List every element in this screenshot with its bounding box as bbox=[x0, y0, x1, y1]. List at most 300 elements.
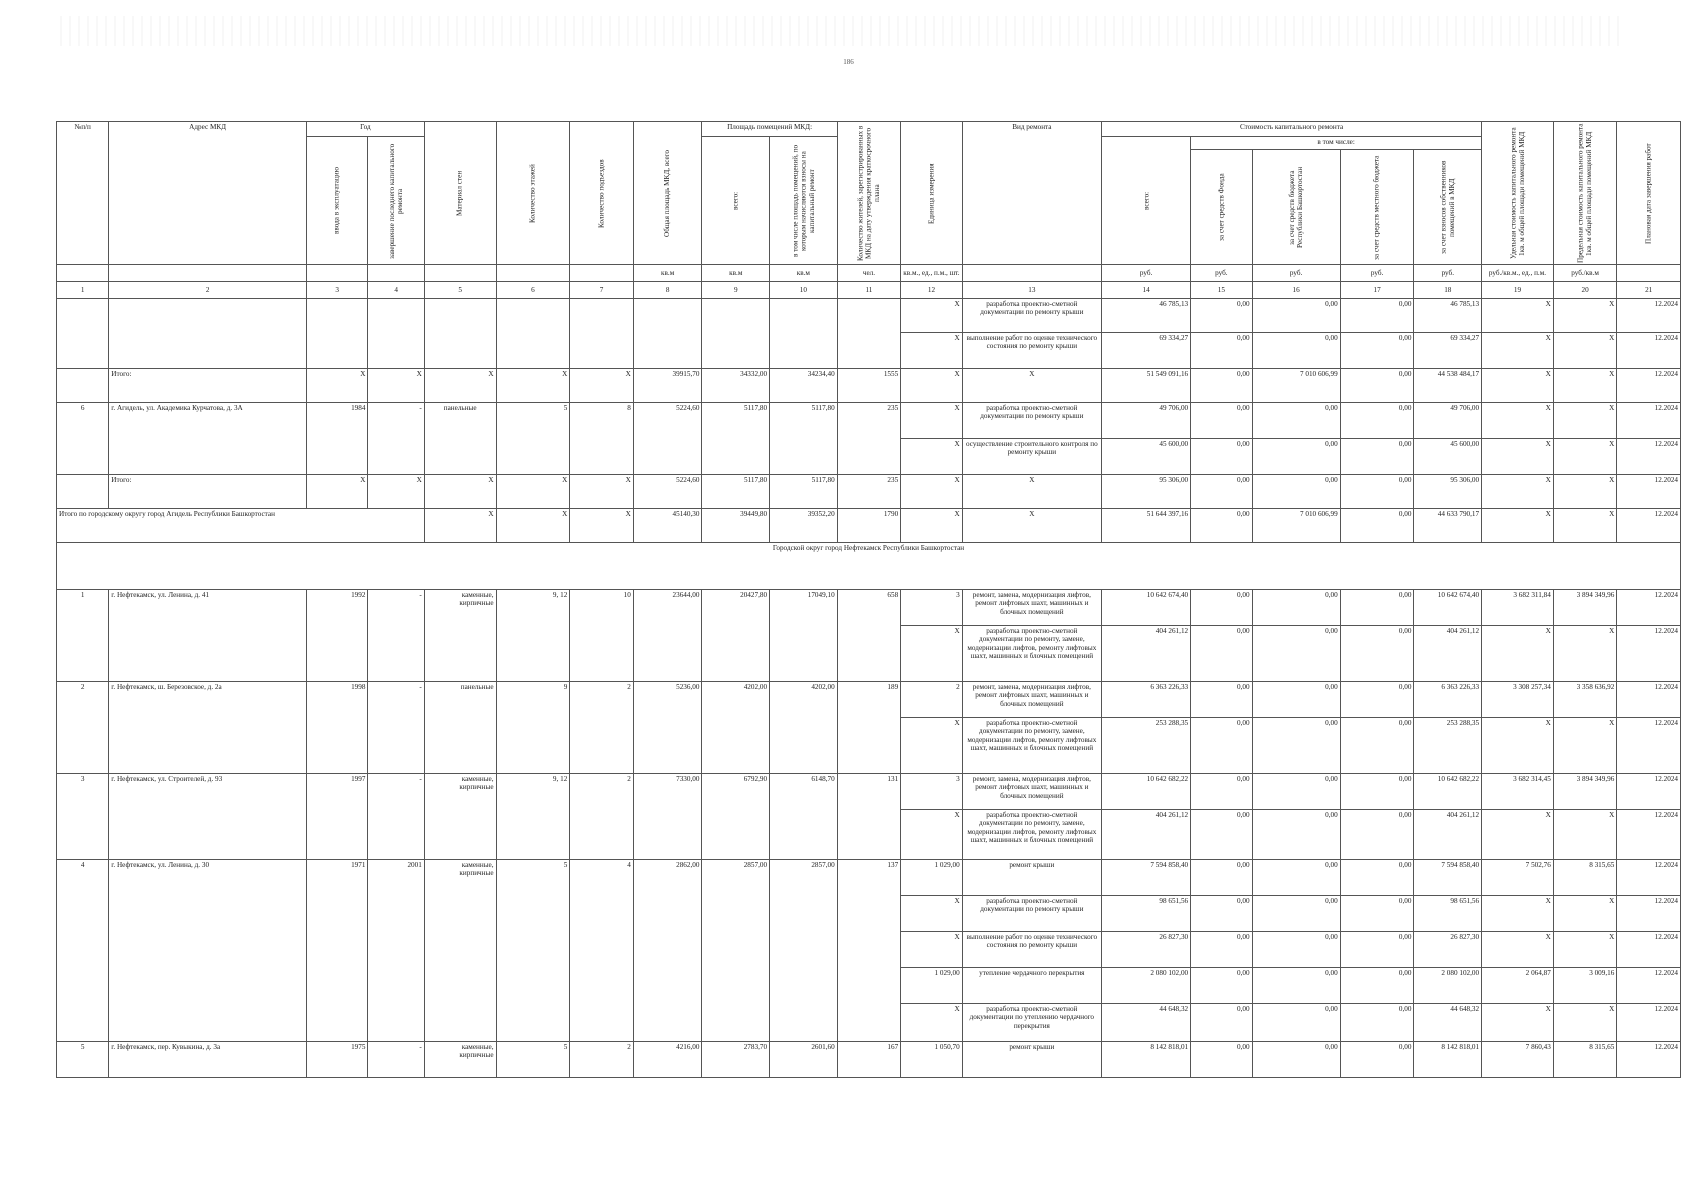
cell-x: X bbox=[962, 509, 1101, 543]
cell-limit: X bbox=[1553, 439, 1617, 475]
cell-owners: 45 600,00 bbox=[1414, 439, 1482, 475]
cell-unit-cost: X bbox=[1482, 333, 1554, 369]
cell-rb: 7 010 606,99 bbox=[1252, 509, 1340, 543]
cell-unit: X bbox=[901, 299, 962, 333]
col-number: 15 bbox=[1191, 282, 1252, 299]
cell-po: 34234,40 bbox=[770, 369, 838, 403]
cell-x: X bbox=[368, 369, 424, 403]
cell-date: 12.2024 bbox=[1617, 403, 1681, 439]
cell-rb: 0,00 bbox=[1252, 403, 1340, 439]
col-plan-date-header: Плановая дата завершения работ bbox=[1617, 122, 1681, 265]
cell-local: 0,00 bbox=[1340, 509, 1414, 543]
cell-year: 1998 bbox=[306, 682, 367, 774]
subtotal-row bbox=[57, 475, 1681, 509]
cell-rb: 0,00 bbox=[1252, 1004, 1340, 1042]
table-row bbox=[57, 774, 1681, 810]
cell-x: X bbox=[962, 369, 1101, 403]
cell-entrances: 10 bbox=[570, 590, 634, 682]
cell-unit: X bbox=[901, 439, 962, 475]
cell-local: 0,00 bbox=[1340, 774, 1414, 810]
col-year-header: Год bbox=[306, 122, 424, 137]
col-number: 14 bbox=[1102, 282, 1191, 299]
cell-po: 2857,00 bbox=[770, 860, 838, 1042]
cell-area: 5224,60 bbox=[633, 475, 702, 509]
col-cost-header: Стоимость капитального ремонта bbox=[1102, 122, 1482, 137]
col-cost-incl-header: в том числе: bbox=[1191, 137, 1482, 150]
cell-unit-cost: X bbox=[1482, 439, 1554, 475]
cell-limit: X bbox=[1553, 896, 1617, 932]
cell-material: каменные, кирпичные bbox=[424, 774, 496, 860]
cell-total: 6 363 226,33 bbox=[1102, 682, 1191, 718]
cell-work: выполнение работ по оценке технического состояния по ремонту крыши bbox=[962, 333, 1101, 369]
cell-pa: 39449,80 bbox=[702, 509, 770, 543]
cell-limit: X bbox=[1553, 932, 1617, 968]
cell-res: 1555 bbox=[837, 369, 901, 403]
cell-unit-cost: X bbox=[1482, 403, 1554, 439]
cell-x: X bbox=[424, 475, 496, 509]
cell-fund: 0,00 bbox=[1191, 810, 1252, 860]
cell-work: разработка проектно-сметной документации по ремонту крыши bbox=[962, 299, 1101, 333]
cell-unit-cost: 3 682 314,45 bbox=[1482, 774, 1554, 810]
table-row bbox=[57, 299, 1681, 333]
unit-cell: руб./кв.м., ед., п.м. bbox=[1482, 265, 1554, 282]
cell-floors: 9, 12 bbox=[496, 590, 570, 682]
cell-no: 5 bbox=[57, 1042, 109, 1078]
cell-rb: 0,00 bbox=[1252, 718, 1340, 774]
cell-owners: 46 785,13 bbox=[1414, 299, 1482, 333]
cell-local: 0,00 bbox=[1340, 896, 1414, 932]
cell-district-label: Итого по городскому округу город Агидель Республики Башкортостан bbox=[57, 509, 425, 543]
cell-area: 2862,00 bbox=[633, 860, 702, 1042]
cell-total: 44 648,32 bbox=[1102, 1004, 1191, 1042]
cell-rb: 0,00 bbox=[1252, 860, 1340, 896]
cell-floors: 5 bbox=[496, 1042, 570, 1078]
cell-unit-cost: 7 860,43 bbox=[1482, 1042, 1554, 1078]
col-premises-total-header: всего: bbox=[702, 137, 770, 265]
cell-owners: 7 594 858,40 bbox=[1414, 860, 1482, 896]
column-number-row bbox=[57, 282, 1681, 299]
cell-local: 0,00 bbox=[1340, 403, 1414, 439]
cell-pa: 34332,00 bbox=[702, 369, 770, 403]
cell-total: 51 644 397,16 bbox=[1102, 509, 1191, 543]
cell-po: 5117,80 bbox=[770, 475, 838, 509]
cell-x: X bbox=[962, 475, 1101, 509]
scan-noise bbox=[60, 16, 1620, 46]
cell-unit-cost: 7 502,76 bbox=[1482, 860, 1554, 896]
cell-owners: 2 080 102,00 bbox=[1414, 968, 1482, 1004]
cell-res: 658 bbox=[837, 590, 901, 682]
cell-year: 1992 bbox=[306, 590, 367, 682]
cell-local: 0,00 bbox=[1340, 810, 1414, 860]
cell-fund: 0,00 bbox=[1191, 860, 1252, 896]
col-number: 1 bbox=[57, 282, 109, 299]
unit-cell: кв.м., ед., п.м., шт. bbox=[901, 265, 962, 282]
cell-unit: 1 029,00 bbox=[901, 968, 962, 1004]
col-number: 21 bbox=[1617, 282, 1681, 299]
cell-local: 0,00 bbox=[1340, 333, 1414, 369]
cell-limit: X bbox=[1553, 1004, 1617, 1042]
cell-res: 137 bbox=[837, 860, 901, 1042]
cell-rb: 0,00 bbox=[1252, 682, 1340, 718]
cell-area: 4216,00 bbox=[633, 1042, 702, 1078]
col-total-area-header: Общая площадь МКД, всего bbox=[633, 122, 702, 265]
cell-x: X bbox=[368, 475, 424, 509]
cell-x: X bbox=[306, 475, 367, 509]
cell-fund: 0,00 bbox=[1191, 932, 1252, 968]
cell-date: 12.2024 bbox=[1617, 369, 1681, 403]
col-number: 19 bbox=[1482, 282, 1554, 299]
cell-limit: 3 009,16 bbox=[1553, 968, 1617, 1004]
unit-cell: кв.м bbox=[702, 265, 770, 282]
cell-date: 12.2024 bbox=[1617, 682, 1681, 718]
cell-unit-cost: X bbox=[1482, 718, 1554, 774]
cell-work: ремонт, замена, модернизация лифтов, ремонт лифтовых шахт, машинных и блочных помещений bbox=[962, 682, 1101, 718]
cell-x: X bbox=[1482, 369, 1554, 403]
cell-work: выполнение работ по оценке технического состояния по ремонту крыши bbox=[962, 932, 1101, 968]
cell-date: 12.2024 bbox=[1617, 896, 1681, 932]
cell-limit: X bbox=[1553, 626, 1617, 682]
cell-date: 12.2024 bbox=[1617, 774, 1681, 810]
cell-rb: 0,00 bbox=[1252, 932, 1340, 968]
cell-address: г. Нефтекамск, ул. Ленина, д. 30 bbox=[109, 860, 307, 1042]
table-row bbox=[57, 403, 1681, 439]
cell-material: каменные, кирпичные bbox=[424, 1042, 496, 1078]
section-title: Городской округ город Нефтекамск Республики Башкортостан bbox=[57, 543, 1681, 590]
cell-unit-cost: X bbox=[1482, 810, 1554, 860]
cell-work: утепление чердачного перекрытия bbox=[962, 968, 1101, 1004]
cell-material: панельные bbox=[424, 682, 496, 774]
cell-fund: 0,00 bbox=[1191, 590, 1252, 626]
cell-rb: 0,00 bbox=[1252, 774, 1340, 810]
cell-x: X bbox=[496, 369, 570, 403]
cell-local: 0,00 bbox=[1340, 682, 1414, 718]
cell-work: разработка проектно-сметной документации по ремонту крыши bbox=[962, 896, 1101, 932]
cell-limit: X bbox=[1553, 810, 1617, 860]
cell-date: 12.2024 bbox=[1617, 626, 1681, 682]
cell-area: 7330,00 bbox=[633, 774, 702, 860]
cell-fund: 0,00 bbox=[1191, 682, 1252, 718]
cell-rb: 0,00 bbox=[1252, 968, 1340, 1004]
cell-date: 12.2024 bbox=[1617, 1042, 1681, 1078]
cell-label: Итого: bbox=[109, 475, 307, 509]
cell-floors: 5 bbox=[496, 403, 570, 475]
cell-date: 12.2024 bbox=[1617, 439, 1681, 475]
cell-address: г. Нефтекамск, пер. Кувыкина, д. 3а bbox=[109, 1042, 307, 1078]
cell-no: 3 bbox=[57, 774, 109, 860]
cell-rb: 0,00 bbox=[1252, 439, 1340, 475]
cell-rb: 0,00 bbox=[1252, 299, 1340, 333]
cell-limit: X bbox=[1553, 299, 1617, 333]
unit-cell: руб. bbox=[1340, 265, 1414, 282]
cell-owners: 95 306,00 bbox=[1414, 475, 1482, 509]
cell-work: осуществление строительного контроля по ремонту крыши bbox=[962, 439, 1101, 475]
cell-limit: 8 315,65 bbox=[1553, 1042, 1617, 1078]
cell-label: Итого: bbox=[109, 369, 307, 403]
cell-total: 49 706,00 bbox=[1102, 403, 1191, 439]
cell-fund: 0,00 bbox=[1191, 509, 1252, 543]
cell-owners: 253 288,35 bbox=[1414, 718, 1482, 774]
cell-fund: 0,00 bbox=[1191, 369, 1252, 403]
cell-x: X bbox=[496, 475, 570, 509]
cell-fund: 0,00 bbox=[1191, 896, 1252, 932]
cell-x: X bbox=[570, 475, 634, 509]
unit-cell: руб. bbox=[1102, 265, 1191, 282]
col-number: 17 bbox=[1340, 282, 1414, 299]
cell-pa: 5117,80 bbox=[702, 403, 770, 475]
cell-limit: 8 315,65 bbox=[1553, 860, 1617, 896]
cell-year: 1997 bbox=[306, 774, 367, 860]
cell-owners: 8 142 818,01 bbox=[1414, 1042, 1482, 1078]
cell-entrances: 2 bbox=[570, 682, 634, 774]
cell-material: каменные, кирпичные bbox=[424, 590, 496, 682]
cell-po: 17049,10 bbox=[770, 590, 838, 682]
cell-local: 0,00 bbox=[1340, 299, 1414, 333]
cell-unit: X bbox=[901, 932, 962, 968]
col-address-header: Адрес МКД bbox=[109, 122, 307, 265]
cell-owners: 10 642 682,22 bbox=[1414, 774, 1482, 810]
cell-date: 12.2024 bbox=[1617, 475, 1681, 509]
units-row bbox=[57, 265, 1681, 282]
section-row bbox=[57, 543, 1681, 590]
cell-res: 235 bbox=[837, 475, 901, 509]
cell-unit: X bbox=[901, 626, 962, 682]
cell-total: 69 334,27 bbox=[1102, 333, 1191, 369]
cell-po: 2601,60 bbox=[770, 1042, 838, 1078]
col-number: 3 bbox=[306, 282, 367, 299]
cell-x: X bbox=[901, 509, 962, 543]
cell-last: - bbox=[368, 403, 424, 475]
col-material-header: Материал стен bbox=[424, 122, 496, 265]
cell-pa: 5117,80 bbox=[702, 475, 770, 509]
cell-owners: 6 363 226,33 bbox=[1414, 682, 1482, 718]
cell-total: 2 080 102,00 bbox=[1102, 968, 1191, 1004]
register-sheet bbox=[56, 121, 1681, 1087]
cell-material: каменные, кирпичные bbox=[424, 860, 496, 1042]
cell-res: 189 bbox=[837, 682, 901, 774]
cell-x: X bbox=[424, 369, 496, 403]
col-entrances-header: Количество подъездов bbox=[570, 122, 634, 265]
cell-unit: X bbox=[901, 1004, 962, 1042]
cell-work: разработка проектно-сметной документации по ремонту, замене, модернизации лифтов, ремонту лифтовых шахт, машинных и блочных помещений bbox=[962, 626, 1101, 682]
table-row bbox=[57, 682, 1681, 718]
unit-cell: руб. bbox=[1252, 265, 1340, 282]
col-cost-fund-header: за счет средств Фонда bbox=[1191, 150, 1252, 265]
cell-rb: 0,00 bbox=[1252, 333, 1340, 369]
cell-area: 39915,70 bbox=[633, 369, 702, 403]
col-number: 4 bbox=[368, 282, 424, 299]
cell-fund: 0,00 bbox=[1191, 333, 1252, 369]
cell-rb: 7 010 606,99 bbox=[1252, 369, 1340, 403]
cell-floors: 9 bbox=[496, 682, 570, 774]
cell-area: 5224,60 bbox=[633, 403, 702, 475]
page-number: 186 bbox=[843, 58, 854, 66]
cell-local: 0,00 bbox=[1340, 968, 1414, 1004]
cell-limit: X bbox=[1553, 403, 1617, 439]
col-number: 11 bbox=[837, 282, 901, 299]
cell-x: X bbox=[1553, 369, 1617, 403]
cell-no: 2 bbox=[57, 682, 109, 774]
cell-rb: 0,00 bbox=[1252, 590, 1340, 626]
cell-date: 12.2024 bbox=[1617, 590, 1681, 626]
cell-fund: 0,00 bbox=[1191, 1004, 1252, 1042]
cell-unit: 3 bbox=[901, 590, 962, 626]
cell-limit: X bbox=[1553, 718, 1617, 774]
cell-total: 10 642 674,40 bbox=[1102, 590, 1191, 626]
cell-fund: 0,00 bbox=[1191, 299, 1252, 333]
cell-owners: 404 261,12 bbox=[1414, 626, 1482, 682]
cell-local: 0,00 bbox=[1340, 439, 1414, 475]
cell-entrances: 8 bbox=[570, 403, 634, 475]
cell-limit: 3 894 349,96 bbox=[1553, 774, 1617, 810]
cell-last: - bbox=[368, 590, 424, 682]
cell-unit: X bbox=[901, 718, 962, 774]
cell-date: 12.2024 bbox=[1617, 932, 1681, 968]
cell-local: 0,00 bbox=[1340, 626, 1414, 682]
cell-fund: 0,00 bbox=[1191, 774, 1252, 810]
cell-rb: 0,00 bbox=[1252, 896, 1340, 932]
col-number: 6 bbox=[496, 282, 570, 299]
cell-x: X bbox=[1553, 475, 1617, 509]
cell-owners: 10 642 674,40 bbox=[1414, 590, 1482, 626]
table-row bbox=[57, 860, 1681, 896]
cell-unit-cost: 3 682 311,84 bbox=[1482, 590, 1554, 626]
col-unit-cost-header: Удельная стоимость капитального ремонта 1кв. м общей площади помещений МКД bbox=[1482, 122, 1554, 265]
cell-address: г. Нефтекамск, ул. Ленина, д. 41 bbox=[109, 590, 307, 682]
col-floors-header: Количество этажей bbox=[496, 122, 570, 265]
col-year-repair-header: завершение последнего капитального ремонта bbox=[368, 137, 424, 265]
unit-cell: кв.м bbox=[770, 265, 838, 282]
cell-rb: 0,00 bbox=[1252, 1042, 1340, 1078]
cell-unit-cost: X bbox=[1482, 1004, 1554, 1042]
cell-po: 5117,80 bbox=[770, 403, 838, 475]
cell-total: 51 549 091,16 bbox=[1102, 369, 1191, 403]
unit-cell: руб. bbox=[1414, 265, 1482, 282]
cell-area: 45140,30 bbox=[633, 509, 702, 543]
cell-x: X bbox=[570, 509, 634, 543]
cell-year: 1971 bbox=[306, 860, 367, 1042]
cell-x: X bbox=[1482, 509, 1554, 543]
repair-plan-table bbox=[56, 121, 1681, 1078]
cell-unit-cost: X bbox=[1482, 896, 1554, 932]
col-premises-header: Площадь помещений МКД: bbox=[702, 122, 837, 137]
cell-fund: 0,00 bbox=[1191, 968, 1252, 1004]
cell-work: ремонт, замена, модернизация лифтов, ремонт лифтовых шахт, машинных и блочных помещений bbox=[962, 590, 1101, 626]
col-number: 16 bbox=[1252, 282, 1340, 299]
cell-floors: 9, 12 bbox=[496, 774, 570, 860]
col-cost-local-header: за счет средств местного бюджета bbox=[1340, 150, 1414, 265]
col-number: 8 bbox=[633, 282, 702, 299]
cell-res: 131 bbox=[837, 774, 901, 860]
cell-unit: X bbox=[901, 810, 962, 860]
col-cost-republic-header: за счет средств бюджета Республики Башкортостан bbox=[1252, 150, 1340, 265]
cell-last: 2001 bbox=[368, 860, 424, 1042]
cell-res: 1790 bbox=[837, 509, 901, 543]
cell-total: 404 261,12 bbox=[1102, 626, 1191, 682]
col-number: 7 bbox=[570, 282, 634, 299]
cell-limit: X bbox=[1553, 333, 1617, 369]
col-number: 13 bbox=[962, 282, 1101, 299]
cell-po: 4202,00 bbox=[770, 682, 838, 774]
cell-date: 12.2024 bbox=[1617, 1004, 1681, 1042]
cell-rb: 0,00 bbox=[1252, 475, 1340, 509]
cell-fund: 0,00 bbox=[1191, 403, 1252, 439]
cell-work: ремонт, замена, модернизация лифтов, ремонт лифтовых шахт, машинных и блочных помещений bbox=[962, 774, 1101, 810]
cell-local: 0,00 bbox=[1340, 718, 1414, 774]
cell-total: 98 651,56 bbox=[1102, 896, 1191, 932]
cell-work: разработка проектно-сметной документации по ремонту крыши bbox=[962, 403, 1101, 439]
col-number: 18 bbox=[1414, 282, 1482, 299]
cell-fund: 0,00 bbox=[1191, 475, 1252, 509]
col-number: 2 bbox=[109, 282, 307, 299]
cell-date: 12.2024 bbox=[1617, 860, 1681, 896]
cell-year: 1984 bbox=[306, 403, 367, 475]
cell-unit: 1 029,00 bbox=[901, 860, 962, 896]
cell-unit-cost: 2 064,87 bbox=[1482, 968, 1554, 1004]
cell-unit: 3 bbox=[901, 774, 962, 810]
col-residents-header: Количество жителей, зарегистрированных в МКД на дату утверждения краткосрочного плана bbox=[837, 122, 901, 265]
col-cost-owners-header: за счет взносов собственников помещений в МКД bbox=[1414, 150, 1482, 265]
cell-owners: 69 334,27 bbox=[1414, 333, 1482, 369]
cell-owners: 26 827,30 bbox=[1414, 932, 1482, 968]
district-total-row bbox=[57, 509, 1681, 543]
cell-local: 0,00 bbox=[1340, 590, 1414, 626]
subtotal-row bbox=[57, 369, 1681, 403]
col-limit-cost-header: Предельная стоимость капитального ремонта 1кв. м общей площади помещений МКД bbox=[1553, 122, 1617, 265]
cell-no: 6 bbox=[57, 403, 109, 475]
cell-unit: X bbox=[901, 333, 962, 369]
cell-work: разработка проектно-сметной документации по ремонту, замене, модернизации лифтов, ремонту лифтовых шахт, машинных и блочных помещений bbox=[962, 810, 1101, 860]
cell-x: X bbox=[1553, 509, 1617, 543]
cell-res: 235 bbox=[837, 403, 901, 475]
cell-local: 0,00 bbox=[1340, 369, 1414, 403]
cell-unit: X bbox=[901, 896, 962, 932]
cell-work: ремонт крыши bbox=[962, 860, 1101, 896]
cell-material: панельные bbox=[424, 403, 496, 475]
cell-owners: 49 706,00 bbox=[1414, 403, 1482, 439]
cell-total: 8 142 818,01 bbox=[1102, 1042, 1191, 1078]
col-year-commission-header: ввода в эксплуатацию bbox=[306, 137, 367, 265]
cell-local: 0,00 bbox=[1340, 932, 1414, 968]
cell-x: X bbox=[306, 369, 367, 403]
cell-total: 253 288,35 bbox=[1102, 718, 1191, 774]
cell-unit: 1 050,70 bbox=[901, 1042, 962, 1078]
table-row bbox=[57, 1042, 1681, 1078]
table-row bbox=[57, 590, 1681, 626]
cell-res: 167 bbox=[837, 1042, 901, 1078]
cell-local: 0,00 bbox=[1340, 860, 1414, 896]
cell-fund: 0,00 bbox=[1191, 718, 1252, 774]
cell-x: X bbox=[570, 369, 634, 403]
cell-x: X bbox=[1482, 475, 1554, 509]
cell-x: X bbox=[901, 369, 962, 403]
cell-total: 7 594 858,40 bbox=[1102, 860, 1191, 896]
col-number: 12 bbox=[901, 282, 962, 299]
cell-owners: 44 633 790,17 bbox=[1414, 509, 1482, 543]
cell-total: 45 600,00 bbox=[1102, 439, 1191, 475]
cell-last: - bbox=[368, 774, 424, 860]
cell-rb: 0,00 bbox=[1252, 810, 1340, 860]
cell-owners: 404 261,12 bbox=[1414, 810, 1482, 860]
cell-last: - bbox=[368, 1042, 424, 1078]
cell-pa: 4202,00 bbox=[702, 682, 770, 774]
cell-unit: X bbox=[901, 403, 962, 439]
cell-last: - bbox=[368, 682, 424, 774]
cell-address: г. Нефтекамск, ул. Строителей, д. 93 bbox=[109, 774, 307, 860]
cell-entrances: 2 bbox=[570, 774, 634, 860]
cell-address: г. Нефтекамск, ш. Березовское, д. 2а bbox=[109, 682, 307, 774]
cell-total: 46 785,13 bbox=[1102, 299, 1191, 333]
cell-po: 6148,70 bbox=[770, 774, 838, 860]
